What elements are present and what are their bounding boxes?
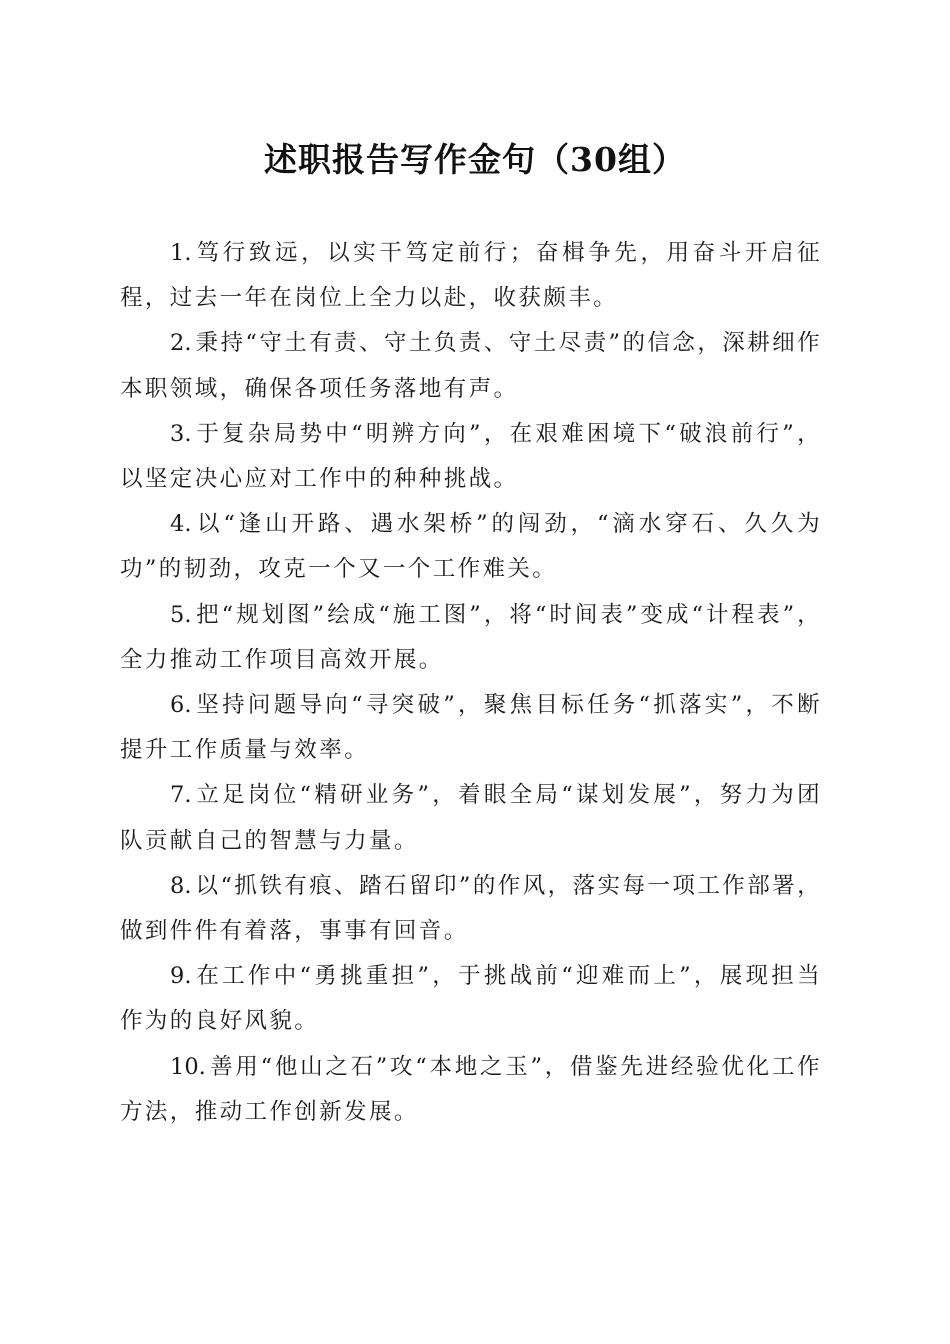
paragraph-number: 2. <box>170 330 192 357</box>
paragraph-4 <box>120 502 822 592</box>
paragraph-7 <box>120 773 822 863</box>
paragraph-2 <box>120 321 822 411</box>
document-title: 述职报告写作金句（30组） <box>264 140 686 179</box>
paragraph-number: 7. <box>170 782 192 809</box>
paragraph-text: 把“规划图”绘成“施工图”，将“时间表”变成“计程表”，全力推动工作项目高效开展。 <box>120 601 822 673</box>
paragraph-3 <box>120 412 822 502</box>
paragraph-text: 笃行致远，以实干笃定前行；奋楫争先，用奋斗开启征程，过去一年在岗位上全力以赴，收获颇丰。 <box>120 240 822 312</box>
paragraph-text: 于复杂局势中“明辨方向”，在艰难困境下“破浪前行”，以坚定决心应对工作中的种种挑战。 <box>120 420 822 493</box>
paragraph-8 <box>120 864 822 954</box>
paragraph-text: 秉持“守土有责、守土负责、守土尽责”的信念，深耕细作本职领域，确保各项任务落地有声。 <box>120 330 822 402</box>
paragraph-9 <box>120 954 822 1044</box>
paragraph-text: 立足岗位“精研业务”，着眼全局“谋划发展”，努力为团队贡献自己的智慧与力量。 <box>120 782 822 854</box>
paragraph-text: 以“逢山开路、遇水架桥”的闯劲，“滴水穿石、久久为功”的韧劲，攻克一个又一个工作难关。 <box>120 511 822 583</box>
paragraph-number: 3. <box>170 420 192 447</box>
paragraph-text: 坚持问题导向“寻突破”，聚焦目标任务“抓落实”，不断提升工作质量与效率。 <box>120 692 822 764</box>
paragraph-6 <box>120 683 822 773</box>
paragraph-10 <box>120 1045 822 1135</box>
paragraph-5 <box>120 593 822 683</box>
paragraph-number: 10. <box>170 1053 206 1080</box>
paragraph-1 <box>120 231 822 321</box>
document-body <box>120 231 822 1135</box>
paragraph-number: 8. <box>170 872 192 899</box>
paragraph-number: 5. <box>170 601 192 628</box>
paragraph-number: 9. <box>170 963 192 990</box>
paragraph-text: 在工作中“勇挑重担”，于挑战前“迎难而上”，展现担当作为的良好风貌。 <box>120 963 822 1035</box>
paragraph-number: 6. <box>170 692 192 719</box>
paragraph-text: 善用“他山之石”攻“本地之玉”，借鉴先进经验优化工作方法，推动工作创新发展。 <box>120 1053 822 1125</box>
paragraph-text: 以“抓铁有痕、踏石留印”的作风，落实每一项工作部署，做到件件有着落，事事有回音。 <box>120 872 822 945</box>
paragraph-number: 1. <box>170 240 192 266</box>
paragraph-number: 4. <box>170 511 192 538</box>
